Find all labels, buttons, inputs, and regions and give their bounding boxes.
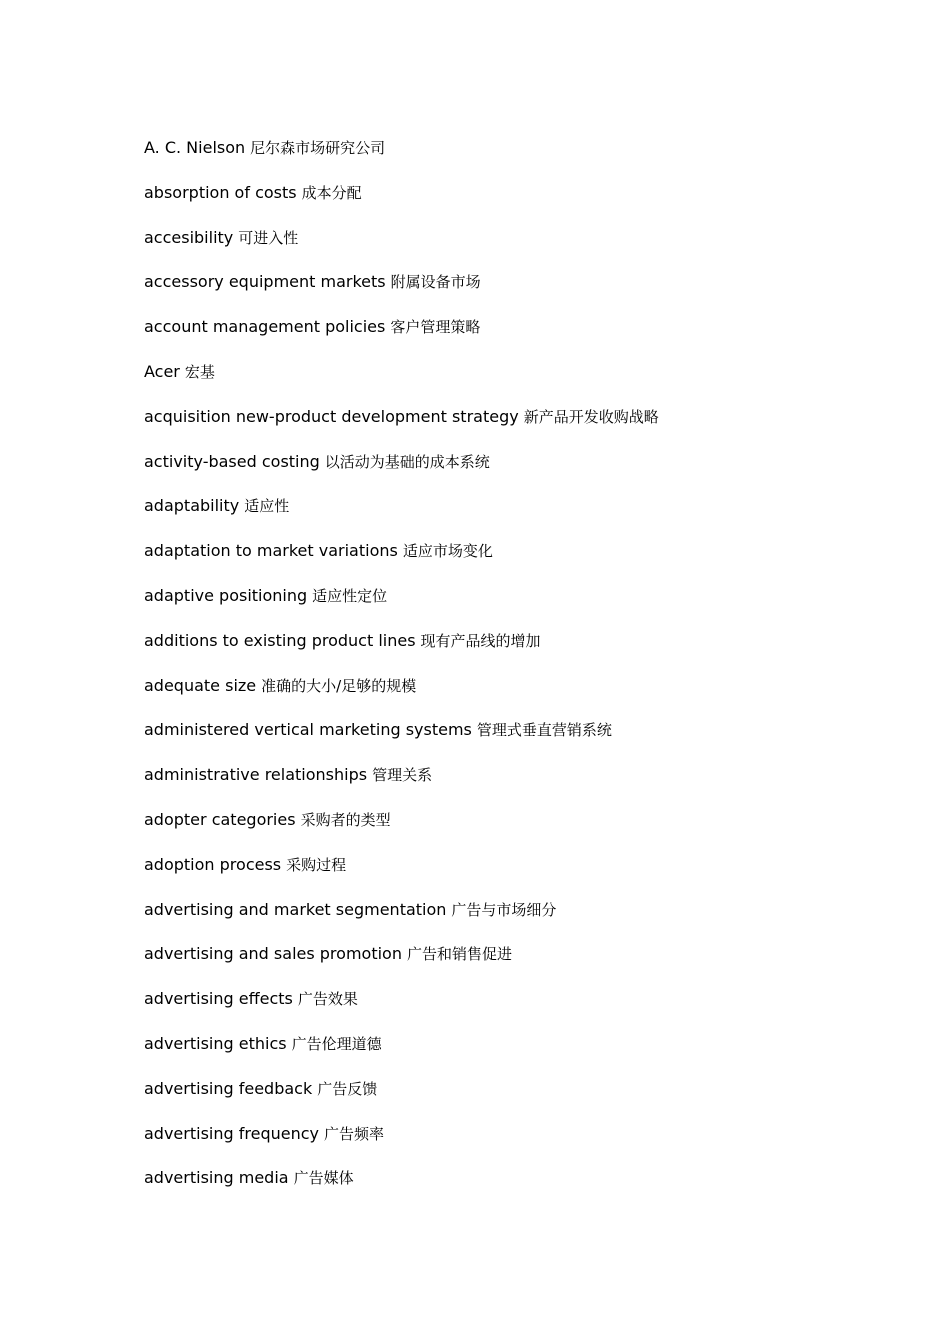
- entry-translation: 准确的大小/足够的规模: [261, 676, 417, 695]
- entry-term: advertising and sales promotion: [144, 944, 402, 964]
- entry-translation: 适应性定位: [312, 586, 388, 605]
- entry-translation: 现有产品线的增加: [420, 631, 541, 650]
- entry-translation: 管理关系: [372, 766, 433, 785]
- entry-translation: 以活动为基础的成本系统: [324, 452, 490, 471]
- entry-term: advertising effects: [144, 989, 293, 1009]
- entry-term: accessory equipment markets: [144, 272, 386, 292]
- glossary-entry: [144, 988, 904, 1033]
- entry-term: absorption of costs: [144, 182, 297, 202]
- glossary-entry: [144, 182, 904, 227]
- entry-translation: 广告反馈: [317, 1079, 378, 1098]
- glossary-entry: [144, 316, 904, 361]
- glossary-entry: [144, 406, 904, 451]
- entry-translation: 广告和销售促进: [406, 945, 512, 964]
- glossary-entry: [144, 540, 904, 585]
- entry-term: adaptability: [144, 496, 240, 516]
- glossary-entry: [144, 1123, 904, 1168]
- entry-term: advertising ethics: [144, 1033, 287, 1053]
- entry-translation: 新产品开发收购战略: [523, 407, 659, 426]
- entry-translation: 广告频率: [323, 1124, 384, 1143]
- entry-translation: 管理式垂直营销系统: [476, 721, 612, 740]
- entry-term: administered vertical marketing systems: [144, 720, 472, 740]
- glossary-entry: [144, 943, 904, 988]
- entry-term: A. C. Nielson: [144, 138, 246, 157]
- entry-term: additions to existing product lines: [144, 630, 416, 650]
- glossary-entry: [144, 585, 904, 630]
- entry-term: adaptive positioning: [144, 585, 308, 605]
- glossary-entry: [144, 451, 904, 496]
- entry-translation: 附属设备市场: [390, 273, 481, 292]
- entry-translation: 采购过程: [286, 855, 347, 874]
- entry-translation: 采购者的类型: [300, 810, 391, 829]
- glossary-entry: [144, 899, 904, 944]
- entry-translation: 客户管理策略: [390, 318, 481, 337]
- entry-term: Acer: [144, 361, 180, 381]
- entry-term: advertising and market segmentation: [144, 899, 447, 919]
- entry-term: advertising feedback: [144, 1078, 313, 1098]
- entry-translation: 广告伦理道德: [291, 1034, 382, 1053]
- entry-term: acquisition new-product development strategy: [144, 406, 519, 426]
- glossary-entry: [144, 137, 904, 182]
- glossary-entry: [144, 719, 904, 764]
- entry-translation: 适应市场变化: [402, 542, 493, 561]
- entry-translation: 尼尔森市场研究公司: [250, 139, 386, 157]
- entry-translation: 广告与市场细分: [451, 900, 557, 919]
- entry-term: adopter categories: [144, 809, 296, 829]
- glossary-entry: [144, 809, 904, 854]
- entry-term: accesibility: [144, 227, 234, 247]
- entry-term: activity-based costing: [144, 451, 320, 471]
- glossary-entry: [144, 1078, 904, 1123]
- entry-translation: 成本分配: [301, 183, 362, 202]
- glossary-entry: [144, 675, 904, 720]
- glossary-list: [144, 137, 904, 1212]
- glossary-entry: [144, 495, 904, 540]
- glossary-entry: [144, 1167, 904, 1212]
- entry-translation: 宏基: [184, 362, 215, 381]
- entry-term: account management policies: [144, 317, 386, 337]
- entry-translation: 广告效果: [297, 990, 358, 1009]
- entry-term: adaptation to market variations: [144, 541, 398, 561]
- entry-term: advertising media: [144, 1168, 289, 1188]
- glossary-entry: [144, 361, 904, 406]
- glossary-entry: [144, 1033, 904, 1078]
- entry-translation: 适应性: [244, 497, 290, 516]
- entry-translation: 可进入性: [238, 228, 299, 247]
- entry-term: advertising frequency: [144, 1123, 319, 1143]
- entry-term: adequate size: [144, 675, 257, 695]
- glossary-entry: [144, 271, 904, 316]
- entry-translation: 广告媒体: [293, 1169, 354, 1188]
- glossary-entry: [144, 764, 904, 809]
- glossary-entry: [144, 227, 904, 272]
- glossary-entry: [144, 630, 904, 675]
- entry-term: administrative relationships: [144, 765, 368, 785]
- entry-term: adoption process: [144, 854, 282, 874]
- glossary-entry: [144, 854, 904, 899]
